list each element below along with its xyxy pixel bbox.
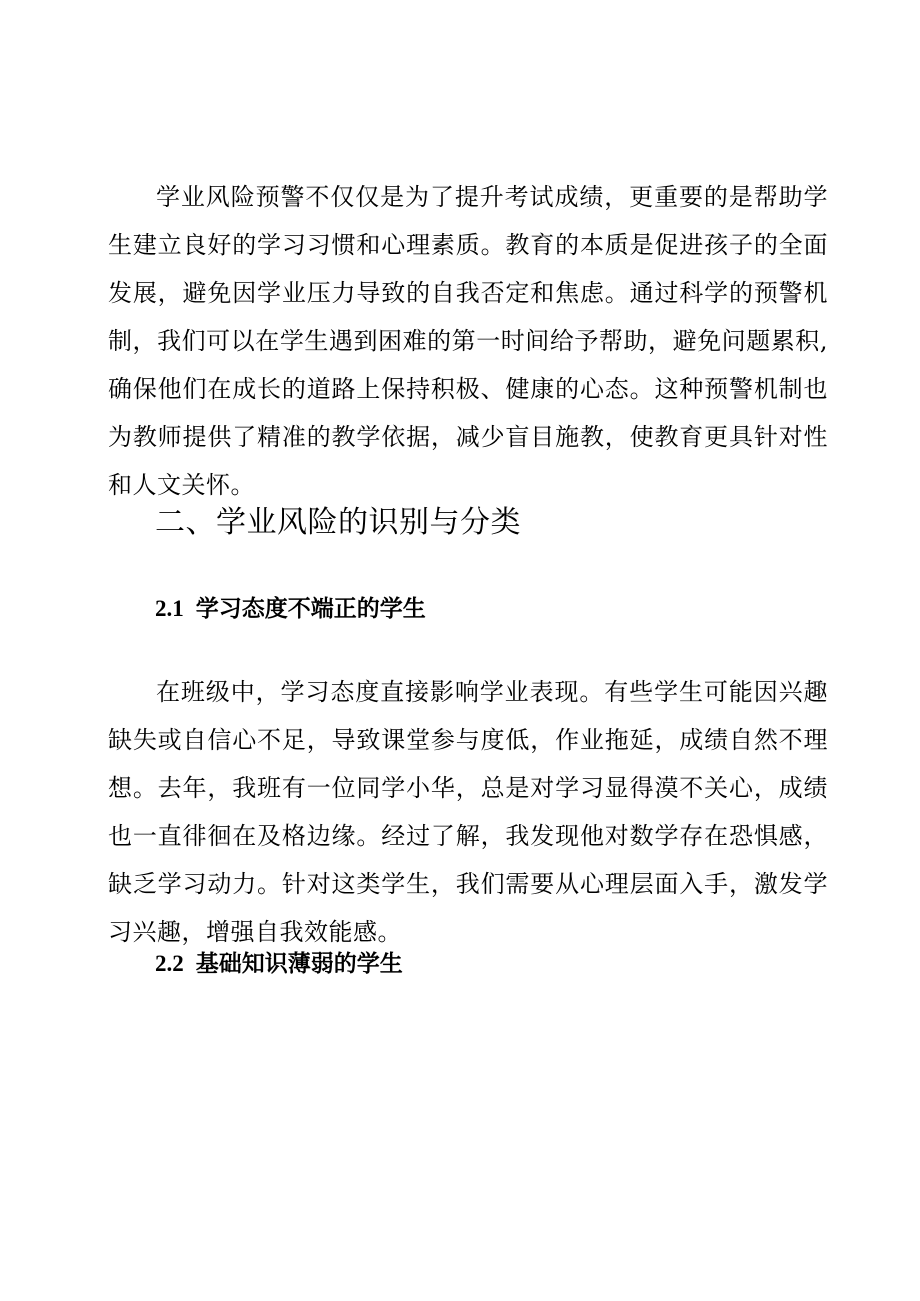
subsection-number: 2.1 <box>155 596 184 621</box>
intro-paragraph: 学业风险预警不仅仅是为了提升考试成绩，更重要的是帮助学生建立良好的学习习惯和心理素质。教育的本质是促进孩子的全面发展，避免因学业压力导致的自我否定和焦虑。通过科学的预警机制，我们可以在学生遇到困难的第一时间给予帮助，避免问题累积,确保他们在成长的道路上保持积极、健康的心态。这种预警机制也为教师提供了精准的教学依据，减少盲目施教，使教育更具针对性和人文关怀。 <box>108 183 828 499</box>
subsection-number: 2.2 <box>155 951 184 976</box>
body-paragraph: 在班级中，学习态度直接影响学业表现。有些学生可能因兴趣缺失或自信心不足，导致课堂参与度低，作业拖延，成绩自然不理想。去年，我班有一位同学小华，总是对学习显得漠不关心，成绩也一直徘徊在及格边缘。经过了解，我发现他对数学存在恐惧感，缺乏学习动力。针对这类学生，我们需要从心理层面入手，激发学习兴趣，增强自我效能感。 <box>108 678 828 946</box>
subsection-title: 基础知识薄弱的学生 <box>195 951 403 977</box>
subsection-title: 学习态度不端正的学生 <box>195 596 426 622</box>
section-heading: 二、学业风险的识别与分类 <box>155 505 521 540</box>
subsection-heading-2-1 <box>155 591 426 627</box>
subsection-heading-2-2 <box>155 946 403 982</box>
